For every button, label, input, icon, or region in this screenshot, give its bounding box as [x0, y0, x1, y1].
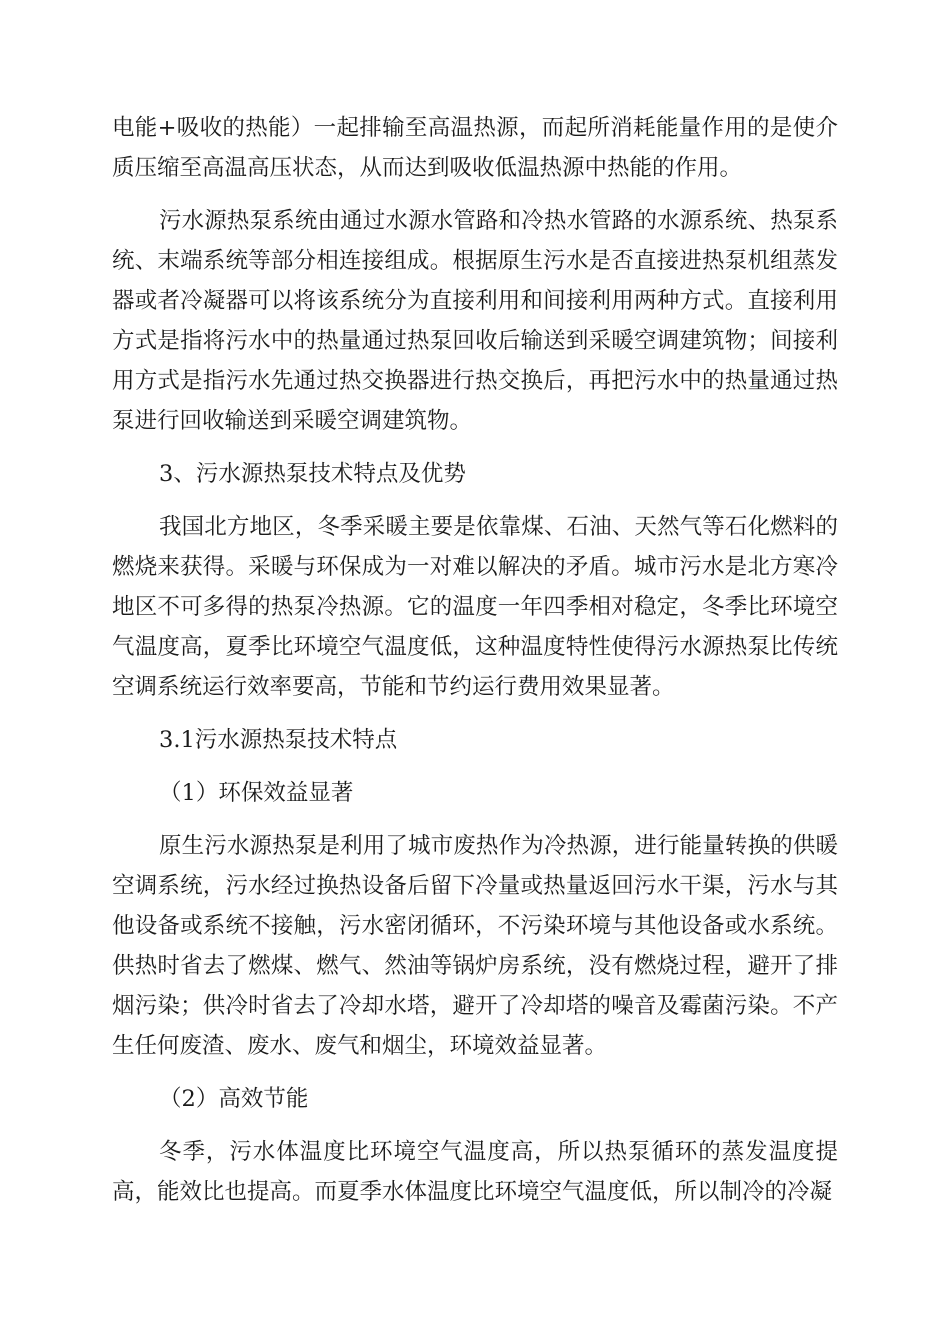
paragraph-north-heating: 我国北方地区，冬季采暖主要是依靠煤、石油、天然气等石化燃料的燃烧来获得。采暖与环保成为一对难以解决的矛盾。城市污水是北方寒冷地区不可多得的热泵冷热源。它的温度一年四季相对稳定，冬季比环境空气温度高，夏季比环境空气温度低，这种温度特性使得污水源热泵比传统空调系统运行效率要高，节能和节约运行费用效果显著。 — [112, 514, 838, 700]
paragraph-system-composition: 污水源热泵系统由通过水源水管路和冷热水管路的水源系统、热泵系统、末端系统等部分相连接组成。根据原生污水是否直接进热泵机组蒸发器或者冷凝器可以将该系统分为直接利用和间接利用两种方式。直接利用方式是指将污水中的热量通过热泵回收后输送到采暖空调建筑物；间接利用方式是指污水先通过热交换器进行热交换后，再把污水中的热量通过热泵进行回收输送到采暖空调建筑物。 — [112, 208, 838, 434]
section-heading-3: 3、污水源热泵技术特点及优势 — [159, 461, 466, 487]
paragraph-continuation: 电能+吸收的热能）一起排输至高温热源，而起所消耗能量作用的是使介质压缩至高温高压状态，从而达到吸收低温热源中热能的作用。 — [112, 115, 838, 181]
document-body — [112, 108, 838, 1212]
item-heading-2: （2）高效节能 — [159, 1086, 309, 1112]
subsection-heading-3-1: 3.1污水源热泵技术特点 — [159, 727, 398, 753]
paragraph-efficiency: 冬季，污水体温度比环境空气温度高，所以热泵循环的蒸发温度提高，能效比也提高。而夏季水体温度比环境空气温度低，所以制冷的冷凝 — [112, 1139, 838, 1205]
paragraph-environmental-benefit: 原生污水源热泵是利用了城市废热作为冷热源，进行能量转换的供暖空调系统，污水经过换热设备后留下冷量或热量返回污水干渠，污水与其他设备或系统不接触，污水密闭循环，不污染环境与其他设备或水系统。供热时省去了燃煤、燃气、然油等锅炉房系统，没有燃烧过程，避开了排烟污染；供冷时省去了冷却水塔，避开了冷却塔的噪音及霉菌污染。不产生任何废渣、废水、废气和烟尘，环境效益显著。 — [112, 833, 838, 1059]
item-heading-1: （1）环保效益显著 — [159, 780, 354, 806]
